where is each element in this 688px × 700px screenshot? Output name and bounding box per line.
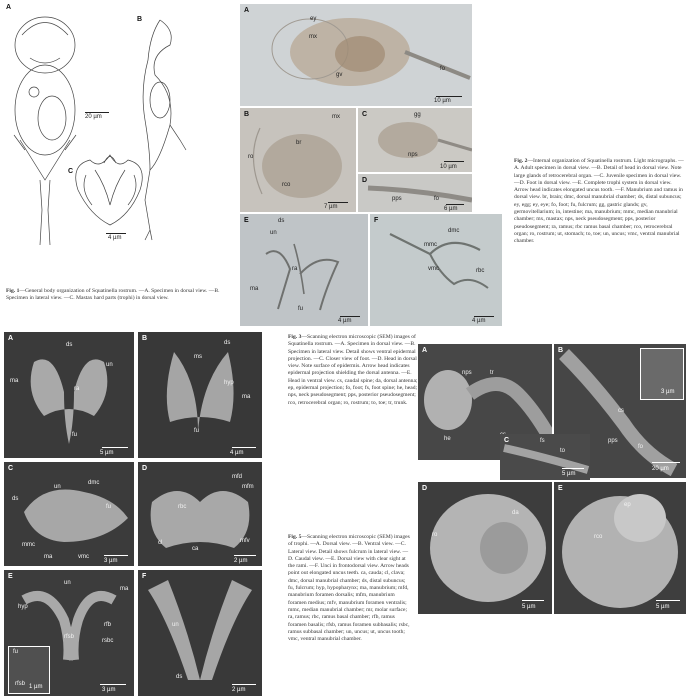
- fig5f-scale: 2 µm: [232, 687, 246, 693]
- fig3b-pps: pps: [608, 438, 618, 444]
- fig2f-scale: 4 µm: [472, 318, 486, 324]
- fig2e-ra: ra: [292, 266, 298, 272]
- fig5e-rfb: rfb: [104, 622, 112, 628]
- fig3c-scale: 5 µm: [562, 471, 576, 477]
- fig5a-scale-bar: [102, 447, 128, 448]
- fig5b-fu: fu: [194, 428, 200, 434]
- fig5e-rsbc: rsbc: [102, 638, 114, 644]
- fig2e-scale: 4 µm: [338, 318, 352, 324]
- fig3b-fo: fo: [638, 444, 644, 450]
- fig3a-he: he: [444, 436, 451, 442]
- fig2a-mx: mx: [309, 34, 317, 40]
- fig2c-scale: 10 µm: [440, 164, 457, 170]
- fig5b-scale-bar: [232, 447, 256, 448]
- fig5-panel-f: [138, 570, 262, 696]
- fig3-panel-d: [418, 482, 552, 614]
- fig2f-dmc: dmc: [448, 228, 460, 234]
- fig3c-scale-bar: [562, 468, 584, 469]
- fig5-panel-b: [138, 332, 262, 458]
- fig3e-scale: 5 µm: [656, 604, 670, 610]
- fig2-label-e: E: [244, 217, 249, 224]
- fig3-panel-e: [554, 482, 686, 614]
- fig2-panel-b: [240, 108, 356, 212]
- fig5e-scale-bar: [100, 684, 126, 685]
- fig2-panel-f: [370, 214, 502, 326]
- fig2-panel-c: [358, 108, 472, 172]
- fig5c-un: un: [54, 484, 61, 490]
- fig2-caption-label: Fig. 2: [514, 158, 528, 164]
- fig5d-scale-bar: [234, 555, 256, 556]
- fig5a-scale: 5 µm: [100, 450, 114, 456]
- fig3e-ep: ep: [624, 502, 631, 508]
- fig5c-vmc: vmc: [78, 554, 89, 560]
- fig5d-mfm: mfm: [242, 484, 254, 490]
- fig5a-un: un: [106, 362, 113, 368]
- fig3-label-a: A: [422, 347, 428, 354]
- fig5c-dmc: dmc: [88, 480, 100, 486]
- fig2b-scale: 7 µm: [324, 204, 338, 210]
- fig1-caption-label: Fig. 1: [6, 288, 20, 294]
- fig5c-ds: ds: [12, 496, 19, 502]
- fig2e-ds: ds: [278, 218, 285, 224]
- fig2-label-b: B: [244, 111, 250, 118]
- fig5-label-a: A: [8, 335, 14, 342]
- fig3e-rco: rco: [594, 534, 603, 540]
- fig3-label-c: C: [504, 437, 510, 444]
- fig5e-hyp: hyp: [18, 604, 28, 610]
- fig2a-gv: gv: [336, 72, 343, 78]
- fig5e-ma: ma: [120, 586, 129, 592]
- fig5-caption: [288, 534, 410, 643]
- fig2e-un: un: [270, 230, 277, 236]
- fig3b-inset: [640, 348, 684, 400]
- fig5f-scale-bar: [232, 684, 256, 685]
- fig5-label-d: D: [142, 465, 148, 472]
- fig2a-ey: ey: [310, 16, 317, 22]
- fig5c-fu: fu: [106, 504, 112, 510]
- fig2c-scale-bar: [444, 161, 464, 162]
- fig5b-ms: ms: [194, 354, 202, 360]
- fig5b-ds: ds: [224, 340, 231, 346]
- fig5-panel-d: [138, 462, 262, 566]
- fig5c-scale-bar: [104, 555, 128, 556]
- fig2e-fu: fu: [298, 306, 304, 312]
- fig2a-fo: fo: [440, 66, 446, 72]
- fig3d-ro: ro: [432, 532, 438, 538]
- fig3a-tr: tr: [490, 370, 494, 376]
- fig5-label-f: F: [142, 573, 147, 580]
- fig2b-rco: rco: [282, 182, 291, 188]
- fig5-panel-a: [4, 332, 134, 458]
- fig2d-fo: fo: [434, 196, 440, 202]
- fig5-panel-e: [4, 570, 134, 696]
- fig1-label-b: B: [137, 16, 143, 23]
- fig5c-scale: 3 µm: [104, 558, 118, 564]
- fig5e-inset: [8, 646, 50, 694]
- fig1-scale-bar-a: [85, 112, 109, 113]
- fig5e-inset-fu: fu: [13, 649, 19, 655]
- fig2c-gg: gg: [414, 112, 421, 118]
- fig2a-scale: 10 µm: [434, 98, 451, 104]
- fig1-label-a: A: [6, 4, 12, 11]
- fig2b-scale-bar: [328, 202, 348, 203]
- fig3-label-d: D: [422, 485, 428, 492]
- fig2b-mx: mx: [332, 114, 340, 120]
- fig1-scale-c: 4 µm: [108, 235, 122, 241]
- fig2f-rbc: rbc: [476, 268, 485, 274]
- fig2-label-c: C: [362, 111, 368, 118]
- fig5-caption-text: —Scanning electron microscopic (SEM) images of trophi. —A. Dorsal view. —B. Ventral view. —C. Lateral view. Detail shows fulcrum in lateral view. —D. Caudal view. —E. Dorsal view with clear sight at the rami. —F. Unci in frontodorsal view. Arrow heads point out elongated uncus teeth. ca, cauda; cl, clava; dmc, dorsal manubrial chamber; ds, distal subuncus; fu, fulcrum; hyp, hypopharynx; ma, manubrium; mfd, manubrium foramen dorsalis; mfm, manubrium foramen medius; mfv, manubrium foramen ventralis; mmc, median manubrial chamber; mr, molar surface; ra, ramus; rbc, ramus basal chamber; rfb, ramus foramen basalis; rfsb, ramus foramen subbasalis; rsbc, ramus subbasal chamber; un, uncus; ut, uncus tooth; vmc, ventral manubrial chamber.: [288, 534, 410, 643]
- fig5c-ma: ma: [44, 554, 53, 560]
- fig3-caption-text: —Scanning electron microscopic (SEM) images of Squatinella rostrum. —A. Specimen in dorsal view. —B. Specimen in lateral view. Detail shows ventral epidermal projection. —C. Closer view of foot. —D. Head in dorsal view. Note surface of epidermis. Arrow head indicates epidermal projection shielding the dorsal antenna. —E. Head in ventral view. cs, caudal spine; da, dorsal antenna; ep, epidermal projection; fo, foot; fs, foot spine; he, head; nps, neck pseudosegment; pps, posterior pseudosegment; rco, retrocerebral organ; ro, rostrum; to, toe; tr, trunk.: [288, 334, 418, 406]
- fig3b-scale: 20 µm: [652, 466, 669, 472]
- fig5e-inset-rfsb: rfsb: [15, 681, 26, 687]
- fig5e-rfsb: rfsb: [64, 634, 75, 640]
- fig2-caption: [514, 158, 684, 246]
- fig2-label-a: A: [244, 7, 250, 14]
- fig1-scale-bar-c: [106, 233, 126, 234]
- fig5a-fu: fu: [72, 432, 78, 438]
- fig2d-scale-bar: [446, 204, 464, 205]
- fig3-caption-label: Fig. 3: [288, 334, 302, 340]
- fig1-label-c: C: [68, 168, 74, 175]
- fig2f-vmc: vmc: [428, 266, 439, 272]
- fig1-scale-a: 20 µm: [85, 114, 102, 120]
- fig2f-mmc: mmc: [424, 242, 437, 248]
- fig2-panel-e: [240, 214, 368, 326]
- fig5a-ma: ma: [10, 378, 19, 384]
- fig3a-nps: nps: [462, 370, 472, 376]
- fig2-caption-text: —Internal organization of Squatinella rostrum. Light micrographs. —A. Adult specimen in dorsal view. —B. Detail of head in dorsal view. Note large glands of retrocerebral organ. —C. Juvenile specimen in dorsal view. —D. Foot in dorsal view. —E. Complete trophi system in dorsal view. Arrow head indicates elongated uncus tooth. —F. Manubrium and ramus in dorsal view. br, brain; dmc, dorsal manubrial chamber; ds, distal subuncus; ey, egg; ey, eye; fo, foot; fu, fulcrum; gg, gastric glands; gv, germovitellarium; in, intestine; ma, manubrium; mmc, median manubrial chamber; mx, mastax; nps, neck pseudosegment; pps, posterior pseudosegment; ra, ramus; rbc ramus basal chamber; rco, retrocerebral organ; ro, rostrum; ut, stomach; to, toe; un, uncus; vmc, ventral manubrial chamber.: [514, 158, 684, 245]
- fig3b-inset-scale: 3 µm: [661, 389, 675, 395]
- fig2-label-f: F: [374, 217, 379, 224]
- fig5e-scale: 3 µm: [102, 687, 116, 693]
- fig5-label-b: B: [142, 335, 148, 342]
- fig5b-hyp: hyp: [224, 380, 234, 386]
- fig1-caption: [6, 288, 232, 303]
- fig2a-scale-bar: [436, 96, 462, 97]
- fig5c-mmc: mmc: [22, 542, 35, 548]
- fig5f-un: un: [172, 622, 179, 628]
- fig1-caption-text: —General body organization of Squatinella rostrum. —A. Specimen in dorsal view. —B. Specimen in lateral view. —C. Mastax hard parts (trophi) in dorsal view.: [6, 288, 220, 302]
- fig5f-ds: ds: [176, 674, 183, 680]
- fig3e-scale-bar: [656, 600, 680, 601]
- fig5b-ma: ma: [242, 394, 251, 400]
- fig2b-ro: ro: [248, 154, 254, 160]
- fig5e-inset-scale: 1 µm: [29, 684, 43, 690]
- fig5-caption-label: Fig. 5: [288, 534, 302, 540]
- fig3d-da: da: [512, 510, 519, 516]
- fig5d-cl: cl: [158, 540, 163, 546]
- fig3-panel-c: [500, 434, 590, 480]
- fig5-label-e: E: [8, 573, 13, 580]
- fig2-panel-d: [358, 174, 472, 212]
- fig3-caption: [288, 334, 418, 407]
- fig3d-scale-bar: [522, 600, 544, 601]
- fig2b-br: br: [296, 140, 302, 146]
- fig5-label-c: C: [8, 465, 14, 472]
- fig1-drawing: [0, 0, 232, 282]
- fig2-label-d: D: [362, 177, 368, 184]
- fig3c-to: to: [560, 448, 566, 454]
- fig3-label-b: B: [558, 347, 564, 354]
- fig5-panel-c: [4, 462, 134, 566]
- fig5b-scale: 4 µm: [230, 450, 244, 456]
- fig5d-rbc: rbc: [178, 504, 187, 510]
- fig5d-ca: ca: [192, 546, 199, 552]
- fig2-panel-a: [240, 4, 472, 106]
- fig5d-mfd: mfd: [232, 474, 243, 480]
- fig5e-un: un: [64, 580, 71, 586]
- fig3c-fs: fs: [540, 438, 545, 444]
- fig3d-scale: 5 µm: [522, 604, 536, 610]
- fig2e-ma: ma: [250, 286, 259, 292]
- fig2f-scale-bar: [474, 316, 494, 317]
- fig2c-nps: nps: [408, 152, 418, 158]
- fig3b-cs: cs: [618, 408, 624, 414]
- fig2e-scale-bar: [340, 316, 360, 317]
- fig2d-scale: 6 µm: [444, 206, 458, 212]
- fig3b-scale-bar: [652, 462, 680, 463]
- fig5a-ra: ra: [74, 386, 80, 392]
- fig3-label-e: E: [558, 485, 563, 492]
- fig5d-scale: 2 µm: [234, 558, 248, 564]
- fig5d-mfv: mfv: [240, 538, 250, 544]
- fig5a-ds: ds: [66, 342, 73, 348]
- fig2d-pps: pps: [392, 196, 402, 202]
